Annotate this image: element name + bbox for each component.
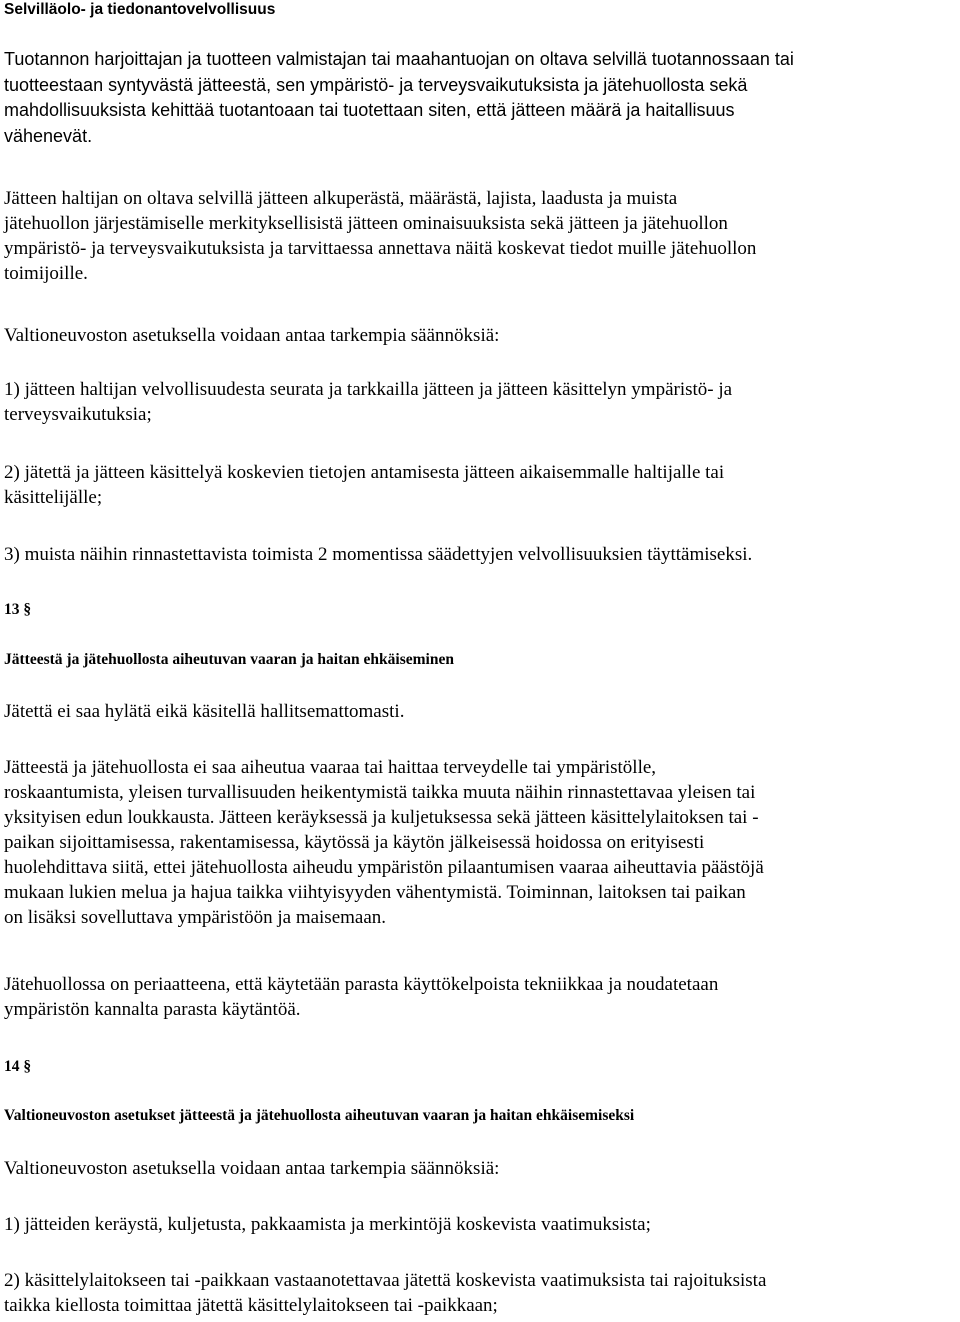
text-line: ympäristön kannalta parasta käytäntöä.	[4, 999, 301, 1020]
text-line: Jätteestä ja jätehuollosta ei saa aiheutua vaaraa tai haittaa terveydelle tai ympäristölle,	[4, 757, 657, 778]
text-line: ympäristö- ja terveysvaikutuksista ja tarvittaessa annettava näitä koskevat tiedot muille jätehuollon	[4, 238, 757, 259]
paragraph-producer-awareness	[4, 47, 958, 149]
section-number-13: 13 §	[4, 601, 32, 618]
text-line: yksityisen edun loukkausta. Jätteen keräyksessä ja kuljetuksessa sekä jätteen käsittelylaitoksen tai -	[4, 807, 759, 828]
text-line: Jätehuollossa on periaatteena, että käytetään parasta käyttökelpoista tekniikkaa ja noudatetaan	[4, 974, 719, 995]
text-line: terveysvaikutuksia;	[4, 404, 152, 425]
paragraph-best-practice	[4, 972, 958, 1022]
text-line: 1) jätteen haltijan velvollisuudesta seurata ja tarkkailla jätteen ja jätteen käsittelyn ympäristö- ja	[4, 379, 733, 400]
paragraph-decree-intro	[4, 323, 958, 348]
text-line: on lisäksi sovelluttava ympäristöön ja maisemaan.	[4, 907, 387, 928]
text-line: vähenevät.	[4, 125, 93, 146]
list-item-1	[4, 377, 958, 427]
text-line: huolehdittava siitä, ettei jätehuollosta aiheudu ympäristön pilaantumisen vaaraa aiheuttavia päästöjä	[4, 857, 764, 878]
text-line: paikan sijoittamisessa, rakentamisessa, käytössä ja käytön jälkeisessä hoidossa on erityisesti	[4, 832, 705, 853]
text-line: jätehuollon järjestämiselle merkityksellisistä jätteen ominaisuuksista sekä jätteen ja jätehuollon	[4, 213, 728, 234]
text-line: Jätteen haltijan on oltava selvillä jätteen alkuperästä, määrästä, lajista, laadusta ja muista	[4, 188, 678, 209]
text-line: taikka kiellosta toimittaa jätettä käsittelylaitokseen tai -paikkaan;	[4, 1295, 498, 1316]
text-line: mahdollisuuksista kehittää tuotantoaan tai tuotettaan siten, että jätteen määrä ja haitallisuus	[4, 100, 735, 120]
text-line: Tuotannon harjoittajan ja tuotteen valmistajan tai maahantuojan on oltava selvillä tuotannossaan tai	[4, 49, 794, 69]
section-title-14: Valtioneuvoston asetukset jätteestä ja jätehuollosta aiheutuvan vaaran ja haitan ehkäisemiseksi	[4, 1107, 635, 1124]
list-item-2	[4, 460, 958, 510]
list-item-1b	[4, 1212, 958, 1237]
text-line: käsittelijälle;	[4, 487, 103, 508]
text-line: 2) jätettä ja jätteen käsittelyä koskevien tietojen antamisesta jätteen aikaisemmalle haltijalle tai	[4, 462, 725, 483]
list-item-2b	[4, 1268, 958, 1318]
text-line: mukaan lukien melua ja hajua taikka viihtyisyyden vähentymistä. Toiminnan, laitoksen tai paikan	[4, 882, 746, 903]
text-line: Valtioneuvoston asetuksella voidaan antaa tarkempia säännöksiä:	[4, 1158, 500, 1179]
text-line: toimijoille.	[4, 263, 88, 284]
section-title-13: Jätteestä ja jätehuollosta aiheutuvan vaaran ja haitan ehkäiseminen	[4, 651, 454, 668]
paragraph-no-harm	[4, 755, 958, 930]
paragraph-holder-awareness	[4, 186, 958, 286]
text-line: tuotteestaan syntyvästä jätteestä, sen ympäristö- ja terveysvaikutuksista ja jätehuollosta sekä	[4, 74, 748, 95]
text-line: roskaantumista, yleisen turvallisuuden heikentymistä taikka muuta näihin rinnastettavaa yleisen tai	[4, 782, 756, 803]
section-heading: Selvilläolo- ja tiedonantovelvollisuus	[4, 1, 276, 18]
text-line: Jätettä ei saa hylätä eikä käsitellä hallitsemattomasti.	[4, 701, 405, 722]
paragraph-decree-intro-2	[4, 1156, 958, 1181]
paragraph-no-abandon	[4, 699, 958, 724]
text-line: 2) käsittelylaitokseen tai -paikkaan vastaanotettavaa jätettä koskevista vaatimuksista tai rajoituksista	[4, 1270, 767, 1291]
section-number-14: 14 §	[4, 1058, 32, 1075]
text-line: 3) muista näihin rinnastettavista toimista 2 momentissa säädettyjen velvollisuuksien täyttämiseksi.	[4, 544, 753, 565]
text-line: 1) jätteiden keräystä, kuljetusta, pakkaamista ja merkintöjä koskevista vaatimuksista;	[4, 1214, 651, 1235]
list-item-3	[4, 542, 958, 567]
text-line: Valtioneuvoston asetuksella voidaan antaa tarkempia säännöksiä:	[4, 325, 500, 346]
